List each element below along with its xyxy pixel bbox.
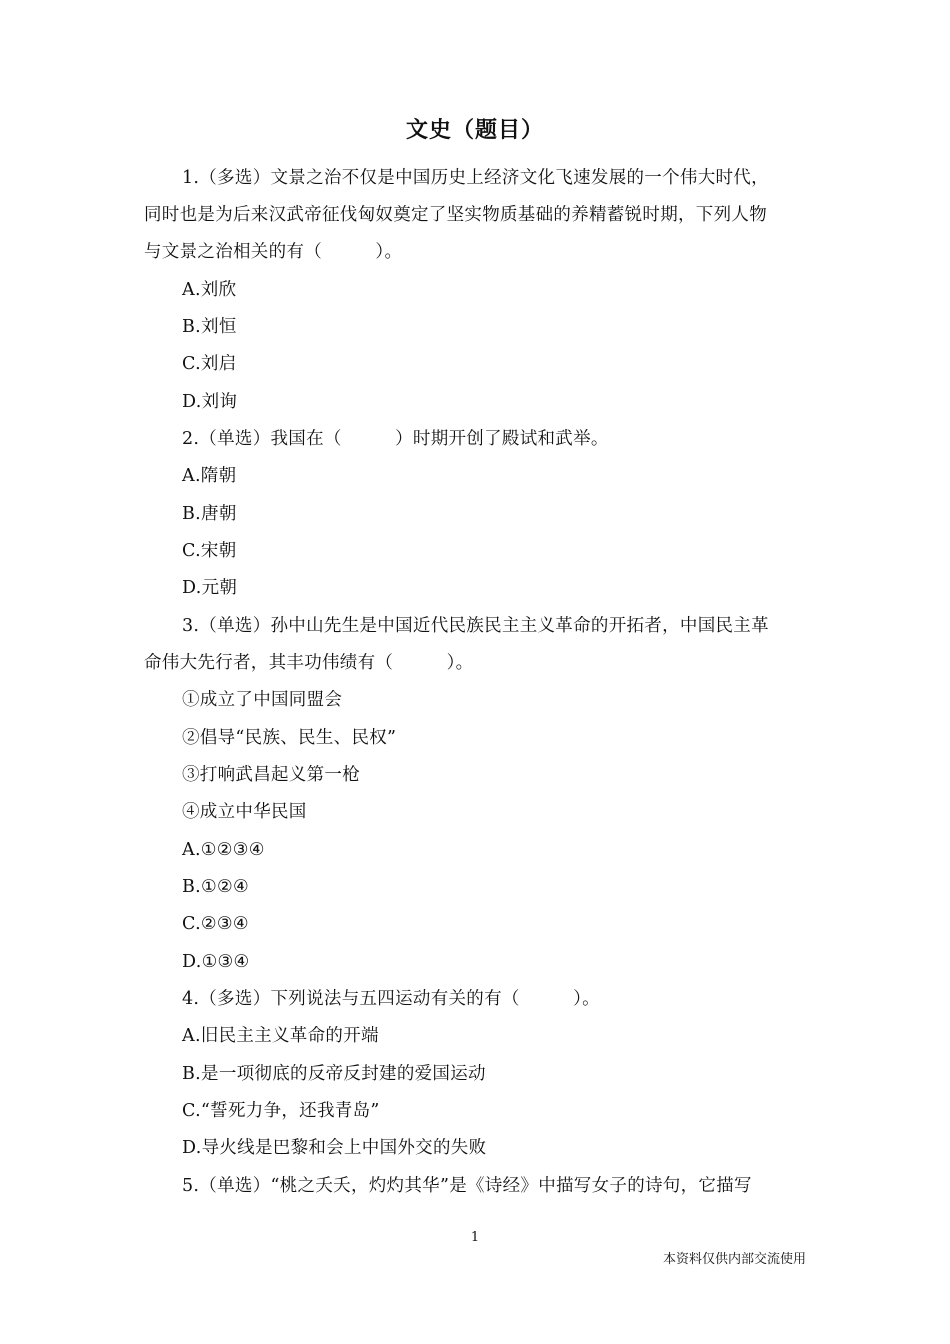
page-number: 1 <box>470 1230 480 1245</box>
question-4-line-1: 4.（多选）下列说法与五四运动有关的有（ ）。 <box>182 989 600 1009</box>
question-3-option-b: B.①②④ <box>182 877 249 897</box>
footer-note: 本资料仅供内部交流使用 <box>662 1252 806 1267</box>
question-2-option-c: C.宋朝 <box>182 541 237 561</box>
question-1-line-1: 1.（多选）文景之治不仅是中国历史上经济文化飞速发展的一个伟大时代， <box>182 168 769 188</box>
question-3-statement-4: ④成立中华民国 <box>182 802 307 822</box>
question-1-line-3: 与文景之治相关的有（ ）。 <box>144 242 403 262</box>
question-1-option-c: C.刘启 <box>182 354 237 374</box>
question-4-option-a: A.旧民主主义革命的开端 <box>182 1026 379 1046</box>
question-3-line-2: 命伟大先行者，其丰功伟绩有（ ）。 <box>144 653 474 673</box>
question-3-option-c: C.②③④ <box>182 914 249 934</box>
question-3-statement-1: ①成立了中国同盟会 <box>182 690 343 710</box>
question-1-option-a: A.刘欣 <box>182 280 237 300</box>
question-1-option-b: B.刘恒 <box>182 317 237 337</box>
question-5-line-1: 5.（单选）“桃之夭夭，灼灼其华”是《诗经》中描写女子的诗句，它描写 <box>182 1176 752 1196</box>
question-4-option-d: D.导火线是巴黎和会上中国外交的失败 <box>182 1138 487 1158</box>
question-4-option-b: B.是一项彻底的反帝反封建的爱国运动 <box>182 1064 486 1084</box>
question-3-line-1: 3.（单选）孙中山先生是中国近代民族民主主义革命的开拓者，中国民主革 <box>182 616 769 636</box>
question-3-option-a: A.①②③④ <box>182 840 265 860</box>
question-3-statement-3: ③打响武昌起义第一枪 <box>182 765 360 785</box>
question-1-line-2: 同时也是为后来汉武帝征伐匈奴奠定了坚实物质基础的养精蓄锐时期，下列人物 <box>144 205 767 225</box>
question-2-line-1: 2.（单选）我国在（ ）时期开创了殿试和武举。 <box>182 429 609 449</box>
question-3-option-d: D.①③④ <box>182 952 250 972</box>
question-4-option-c: C.“誓死力争，还我青岛” <box>182 1101 380 1121</box>
question-2-option-a: A.隋朝 <box>182 466 237 486</box>
question-2-option-b: B.唐朝 <box>182 504 237 524</box>
question-1-option-d: D.刘询 <box>182 392 238 412</box>
page-title: 文史（题目） <box>405 118 544 143</box>
question-2-option-d: D.元朝 <box>182 578 238 598</box>
question-3-statement-2: ②倡导“民族、民生、民权” <box>182 728 397 748</box>
